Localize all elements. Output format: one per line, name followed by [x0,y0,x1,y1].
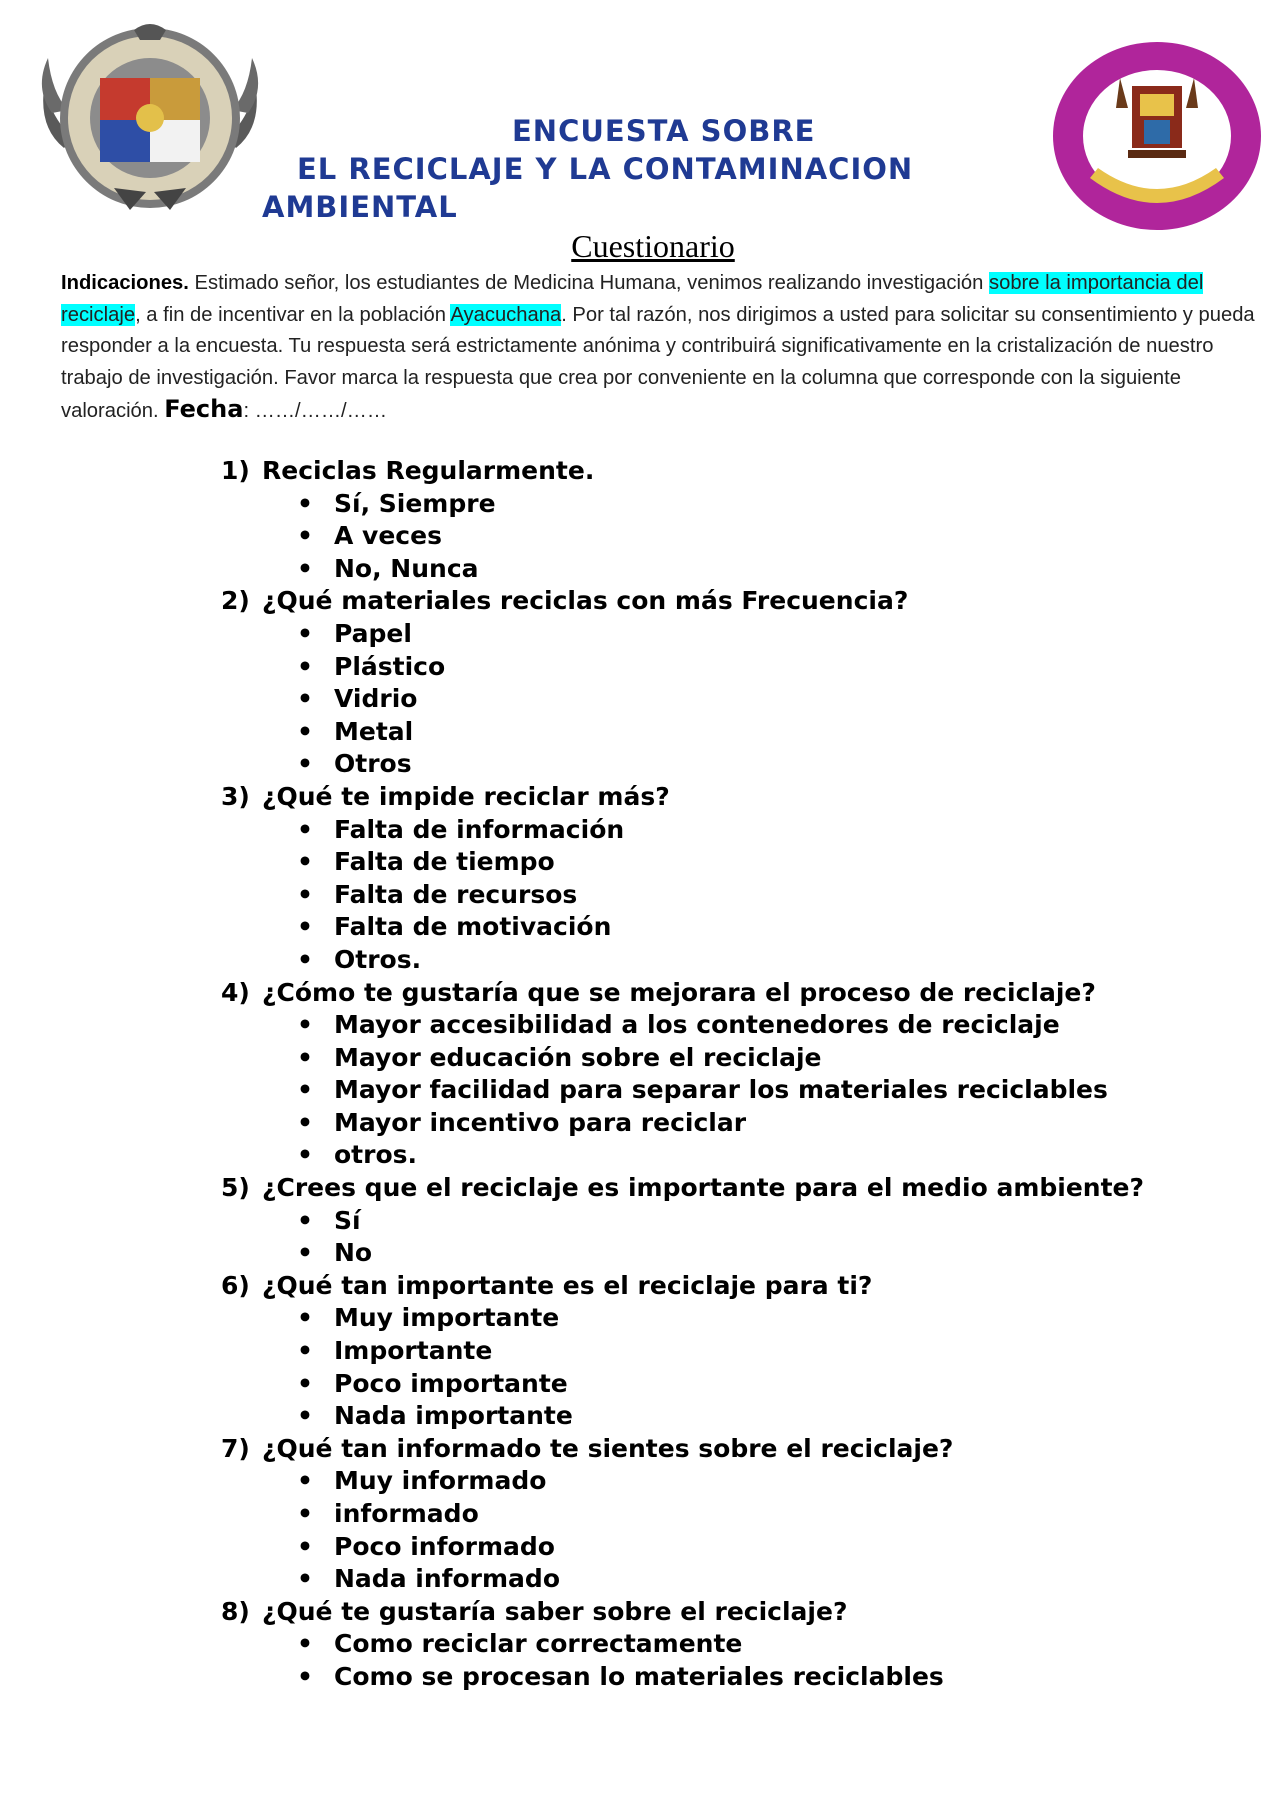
instructions-text-3: . Por tal razón, nos dirigimos a usted para solicitar su consentimiento y pueda responder a la encuesta. Tu respuesta será estrictamente anónima y contribuirá significativamente en la cristalización de nuestro trabajo de investigación. Favor marca la respuesta que crea por conveniente en la columna que corresponde con la siguiente valoración. [61,303,1255,422]
bullet-icon: • [297,1466,313,1496]
question-1 [221,455,1221,488]
question-text: ¿Qué tan informado te sientes sobre el reciclaje? [262,1433,954,1463]
question-number: 7) [221,1433,250,1463]
question-text: Reciclas Regularmente. [262,456,595,485]
instructions-label: Indicaciones. [61,272,189,294]
bullet-icon: • [297,1401,313,1431]
answer-option-label: Sí, Siempre [334,488,496,518]
date-field[interactable]: : ……/……/…… [243,400,388,422]
instructions-paragraph [61,268,1256,428]
answer-option[interactable] [221,944,1221,977]
bullet-icon: • [297,912,313,942]
bullet-icon: • [297,1499,313,1528]
highlighted-text-2: Ayacuchana [450,303,562,326]
answer-option-label: informado [334,1499,479,1528]
title-line-3: AMBIENTAL [262,190,458,224]
answer-options [221,1628,1221,1693]
bullet-icon: • [297,1238,313,1268]
answer-option-label: Mayor incentivo para reciclar [334,1107,747,1137]
bullet-icon: • [297,553,313,583]
answer-option[interactable] [221,1009,1221,1042]
answer-option[interactable] [221,1237,1221,1270]
answer-option[interactable] [221,1042,1221,1075]
answer-option-label: Otros [334,749,412,779]
bullet-icon: • [297,1107,313,1137]
university-seal-logo [34,18,266,218]
answer-option-label: Importante [334,1336,493,1366]
answer-option-label: Poco informado [334,1531,555,1561]
answer-option[interactable] [221,1139,1221,1172]
answer-option[interactable] [221,553,1221,586]
highlighted-text-1: sobre la importancia del reciclaje [61,272,1204,326]
question-5 [221,1172,1221,1205]
bullet-icon: • [297,944,313,974]
answer-option-label: Falta de motivación [334,912,612,942]
bullet-icon: • [297,1010,313,1040]
question-text: ¿Qué te gustaría saber sobre el reciclaje? [262,1596,848,1626]
bullet-icon: • [297,879,313,909]
answer-option-label: Mayor accesibilidad a los contenedores de reciclaje [334,1010,1060,1040]
instructions-text-1: Estimado señor, los estudiantes de Medicina Humana, venimos realizando investigación [188,272,989,294]
answer-option[interactable] [221,1563,1221,1596]
question-number: 4) [221,977,250,1007]
answer-option-label: Falta de recursos [334,879,578,909]
bullet-icon: • [297,1661,313,1691]
answer-option[interactable] [221,1661,1221,1694]
question-text: ¿Qué tan importante es el reciclaje para ti? [262,1270,873,1300]
title-line-2: EL RECICLAJE Y LA CONTAMINACION [297,152,914,186]
answer-option[interactable] [221,1368,1221,1401]
answer-option[interactable] [221,1498,1221,1531]
question-text: ¿Qué te impide reciclar más? [262,781,670,811]
answer-options [221,814,1221,977]
question-number: 1) [221,456,250,485]
answer-option-label: Mayor facilidad para separar los materiales reciclables [334,1075,1108,1105]
answer-option-label: Mayor educación sobre el reciclaje [334,1042,822,1072]
question-text: ¿Qué materiales reciclas con más Frecuencia? [262,586,909,616]
date-label: Fecha [164,395,244,423]
answer-option-label: A veces [334,521,442,551]
answer-option-label: Plástico [334,651,446,681]
answer-option-label: Poco importante [334,1368,568,1398]
answer-options [221,618,1221,781]
answer-option[interactable] [221,618,1221,651]
bullet-icon: • [297,847,313,877]
instructions-text-2: , a fin de incentivar en la población [135,303,451,326]
question-3 [221,781,1221,814]
answer-option[interactable] [221,846,1221,879]
question-number: 6) [221,1270,250,1300]
bullet-icon: • [297,749,313,779]
bullet-icon: • [297,1303,313,1333]
answer-option[interactable] [221,911,1221,944]
answer-option[interactable] [221,1205,1221,1238]
question-7 [221,1433,1221,1466]
answer-option-label: Vidrio [334,684,418,714]
answer-option[interactable] [221,879,1221,912]
question-2 [221,585,1221,618]
answer-options [221,1302,1221,1432]
answer-option-label: Muy importante [334,1303,560,1333]
answer-option[interactable] [221,651,1221,684]
question-text: ¿Crees que el reciclaje es importante para el medio ambiente? [262,1173,1144,1203]
bullet-icon: • [297,1075,313,1105]
bullet-icon: • [297,716,313,746]
question-6 [221,1270,1221,1303]
bullet-icon: • [297,684,313,714]
answer-options [221,488,1221,586]
answer-option-label: Falta de tiempo [334,847,555,877]
answer-option-label: No, Nunca [334,553,479,583]
answer-option-label: Sí [334,1205,361,1235]
question-number: 3) [221,781,250,811]
subtitle: Cuestionario [571,228,735,264]
answer-option[interactable] [221,1531,1221,1564]
answer-options [221,1205,1221,1270]
answer-option-label: Como reciclar correctamente [334,1629,743,1659]
bullet-icon: • [297,1140,313,1170]
bullet-icon: • [297,618,313,648]
answer-option-label: No [334,1238,373,1268]
question-number: 2) [221,586,250,616]
answer-option[interactable] [221,1400,1221,1433]
answer-option[interactable] [221,1628,1221,1661]
answer-options [221,1465,1221,1595]
bullet-icon: • [297,1336,313,1366]
question-number: 5) [221,1173,250,1203]
answer-option[interactable] [221,683,1221,716]
answer-option-label: Metal [334,716,414,746]
answer-option-label: Como se procesan lo materiales reciclables [334,1661,944,1691]
bullet-icon: • [297,1042,313,1072]
medicina-humana-logo [1050,38,1264,234]
question-8 [221,1596,1221,1629]
answer-option-label: Papel [334,618,412,648]
question-text: ¿Cómo te gustaría que se mejorara el proceso de reciclaje? [262,977,1096,1007]
answer-option[interactable] [221,748,1221,781]
answer-option[interactable] [221,1302,1221,1335]
bullet-icon: • [297,488,313,518]
answer-option-label: Nada informado [334,1564,561,1594]
answer-option[interactable] [221,488,1221,521]
answer-option-label: Nada importante [334,1401,573,1431]
answer-option[interactable] [221,520,1221,553]
answer-option[interactable] [221,1107,1221,1140]
answer-option-label: Falta de información [334,814,625,844]
bullet-icon: • [297,1205,313,1235]
answer-option[interactable] [221,1335,1221,1368]
answer-option[interactable] [221,1074,1221,1107]
answer-option[interactable] [221,1465,1221,1498]
bullet-icon: • [297,814,313,844]
answer-option-label: otros. [334,1140,418,1170]
question-4 [221,977,1221,1010]
answer-option[interactable] [221,814,1221,847]
answer-option-label: Muy informado [334,1466,547,1496]
bullet-icon: • [297,1564,313,1594]
question-number: 8) [221,1596,250,1626]
bullet-icon: • [297,521,313,551]
bullet-icon: • [297,651,313,681]
answer-option-label: Otros. [334,944,422,974]
answer-option[interactable] [221,716,1221,749]
answer-options [221,1009,1221,1172]
question-list [221,455,1221,1694]
bullet-icon: • [297,1531,313,1561]
title-line-1: ENCUESTA SOBRE [512,114,816,148]
bullet-icon: • [297,1629,313,1659]
bullet-icon: • [297,1368,313,1398]
